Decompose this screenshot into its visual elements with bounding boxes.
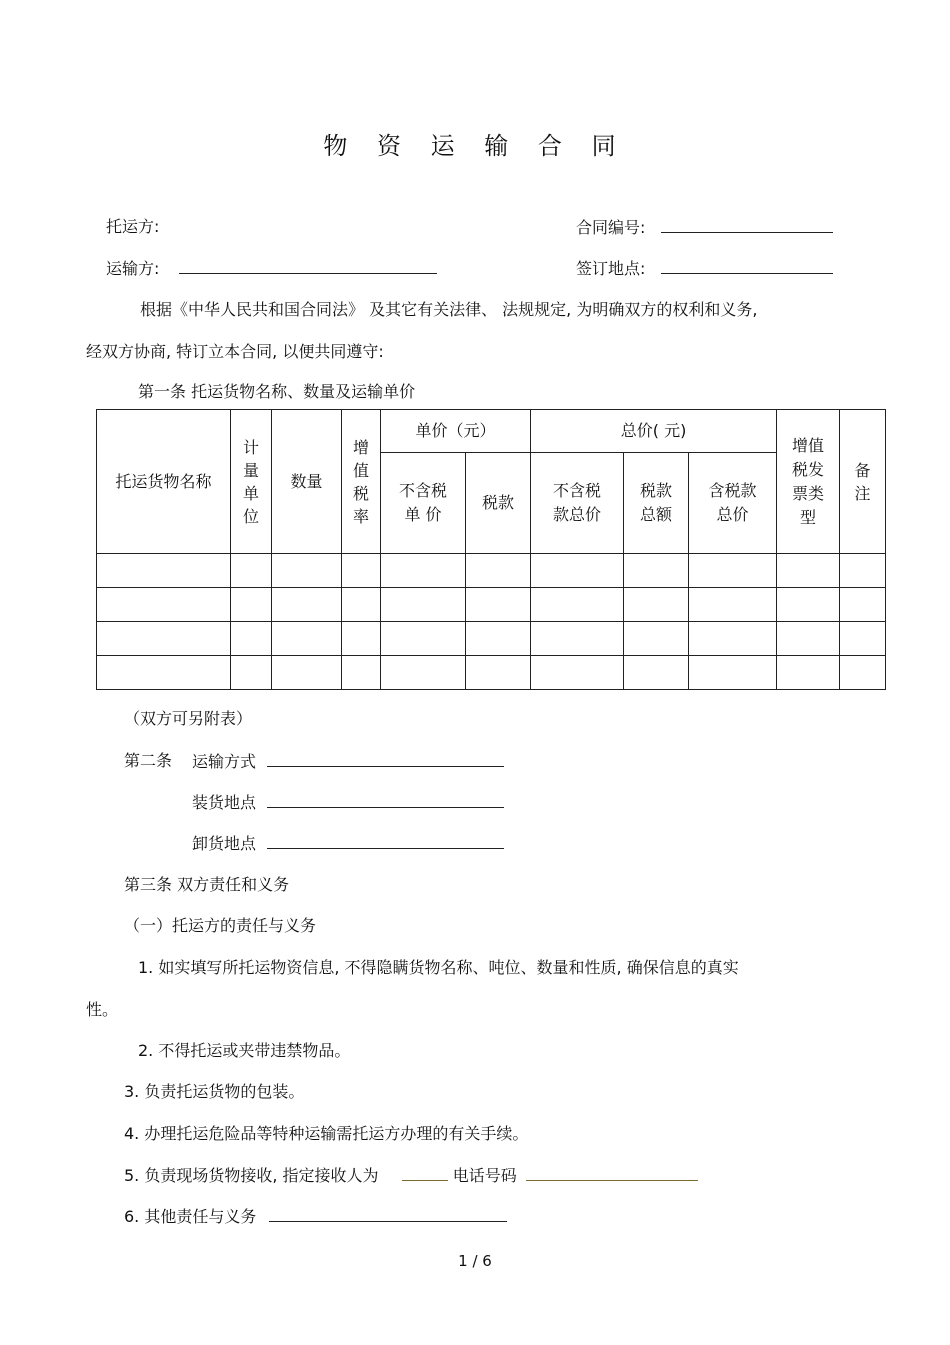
- unloading-place-label: 卸货地点: [192, 834, 257, 853]
- table-cell[interactable]: [381, 656, 466, 690]
- article3-heading: 第三条 双方责任和义务: [124, 875, 290, 894]
- th-goods-name: 托运货物名称: [97, 410, 231, 554]
- article1-heading: 第一条 托运货物名称、数量及运输单价: [138, 382, 416, 401]
- item6-row: [124, 1206, 507, 1227]
- item2: 2. 不得托运或夹带违禁物品。: [138, 1041, 351, 1060]
- th-unit-price-group: 单价（元）: [381, 410, 531, 453]
- page-indicator: 1 / 6: [458, 1252, 492, 1270]
- table-cell[interactable]: [272, 622, 342, 656]
- sign-place-label: 签订地点:: [576, 259, 646, 278]
- item4: 4. 办理托运危险品等特种运输需托运方办理的有关手续。: [124, 1124, 529, 1143]
- table-cell[interactable]: [342, 588, 381, 622]
- table-cell[interactable]: [231, 656, 272, 690]
- table-cell[interactable]: [840, 622, 886, 656]
- table-cell[interactable]: [97, 622, 231, 656]
- th-remarks: [840, 410, 886, 554]
- table-row: [97, 656, 886, 690]
- item5-row: [124, 1165, 698, 1186]
- table-cell[interactable]: [624, 656, 689, 690]
- table-cell[interactable]: [466, 554, 531, 588]
- table-cell[interactable]: [531, 588, 624, 622]
- item5-prefix: 5. 负责现场货物接收, 指定接收人为: [124, 1166, 379, 1185]
- table-cell[interactable]: [689, 656, 777, 690]
- table-cell[interactable]: [624, 622, 689, 656]
- table-note: （双方可另附表）: [124, 709, 253, 728]
- th-total-incl-tax: [689, 453, 777, 554]
- table-cell[interactable]: [689, 554, 777, 588]
- table-cell[interactable]: [531, 656, 624, 690]
- item1-line2: 性。: [86, 1000, 119, 1019]
- table-cell[interactable]: [97, 656, 231, 690]
- document-title: 物 资 运 输 合 同: [323, 132, 627, 160]
- loading-place-label: 装货地点: [192, 793, 257, 812]
- table-row: [97, 622, 886, 656]
- unloading-place-field[interactable]: [267, 833, 504, 849]
- sign-place-field[interactable]: [661, 258, 833, 274]
- table-cell[interactable]: [272, 588, 342, 622]
- th-price-excl-tax: [381, 453, 466, 554]
- table-cell[interactable]: [777, 622, 840, 656]
- table-cell[interactable]: [840, 656, 886, 690]
- table-cell[interactable]: [689, 588, 777, 622]
- table-row: [97, 554, 886, 588]
- th-vat-rate-text: 增值税率: [353, 437, 370, 526]
- table-cell[interactable]: [777, 656, 840, 690]
- table-cell[interactable]: [342, 656, 381, 690]
- other-duties-field[interactable]: [269, 1206, 507, 1222]
- intro-line-2: 经双方协商, 特订立本合同, 以便共同遵守:: [86, 342, 384, 361]
- table-cell[interactable]: [231, 588, 272, 622]
- th-total-incl-tax-text: 含税款总价: [708, 481, 757, 524]
- table-cell[interactable]: [531, 554, 624, 588]
- loading-place-field[interactable]: [267, 792, 504, 808]
- sign-place-row: [576, 258, 833, 279]
- th-price-excl-tax-text: 不含税单 价: [399, 481, 448, 524]
- table-cell[interactable]: [381, 554, 466, 588]
- table-cell[interactable]: [777, 588, 840, 622]
- carrier-row: [106, 258, 437, 279]
- table-cell[interactable]: [466, 656, 531, 690]
- table-cell[interactable]: [231, 622, 272, 656]
- carrier-field[interactable]: [179, 258, 437, 274]
- table-cell[interactable]: [624, 588, 689, 622]
- th-invoice-type-text: 增值税发票类型: [792, 435, 825, 527]
- item1-line1: 1. 如实填写所托运物资信息, 不得隐瞒货物名称、吨位、数量和性质, 确保信息的真实: [138, 958, 739, 977]
- receiver-name-field[interactable]: [402, 1165, 448, 1181]
- th-total-excl-tax: [531, 453, 624, 554]
- table-row: [97, 588, 886, 622]
- table-cell[interactable]: [381, 622, 466, 656]
- table-cell[interactable]: [381, 588, 466, 622]
- th-total-tax: [624, 453, 689, 554]
- contract-no-row: [576, 217, 833, 238]
- contract-no-label: 合同编号:: [576, 218, 646, 237]
- section1-heading: （一）托运方的责任与义务: [124, 916, 317, 935]
- table-cell[interactable]: [777, 554, 840, 588]
- th-unit: [231, 410, 272, 554]
- table-cell[interactable]: [342, 622, 381, 656]
- item6-label: 6. 其他责任与义务: [124, 1207, 257, 1226]
- th-total-price-group: 总价( 元): [531, 410, 777, 453]
- transport-mode-row: [192, 751, 504, 772]
- carrier-label: 运输方:: [106, 259, 160, 278]
- item3: 3. 负责托运货物的包装。: [124, 1082, 305, 1101]
- transport-mode-field[interactable]: [267, 751, 504, 767]
- table-cell[interactable]: [689, 622, 777, 656]
- th-quantity: 数量: [272, 410, 342, 554]
- table-cell[interactable]: [531, 622, 624, 656]
- item5-phone-label: 电话号码: [452, 1166, 517, 1185]
- table-cell[interactable]: [342, 554, 381, 588]
- th-invoice-type: [777, 410, 840, 554]
- receiver-phone-field[interactable]: [526, 1165, 698, 1181]
- intro-line-1: 根据《中华人民共和国合同法》 及其它有关法律、 法规规定, 为明确双方的权利和义务,: [140, 300, 758, 319]
- table-cell[interactable]: [840, 554, 886, 588]
- goods-table: [96, 409, 886, 690]
- th-vat-rate: [342, 410, 381, 554]
- table-cell[interactable]: [840, 588, 886, 622]
- table-cell[interactable]: [272, 554, 342, 588]
- shipper-label: 托运方:: [106, 217, 160, 236]
- loading-place-row: [192, 792, 504, 813]
- table-cell[interactable]: [97, 554, 231, 588]
- th-remarks-text: 备注: [854, 460, 871, 503]
- th-total-tax-text: 税款总额: [640, 481, 673, 524]
- table-cell[interactable]: [624, 554, 689, 588]
- th-total-excl-tax-text: 不含税款总价: [553, 481, 602, 524]
- unloading-place-row: [192, 833, 504, 854]
- table-cell[interactable]: [231, 554, 272, 588]
- table-cell[interactable]: [272, 656, 342, 690]
- table-cell[interactable]: [466, 588, 531, 622]
- table-header-row-1: [97, 410, 886, 453]
- th-unit-text: 计量单位: [243, 437, 260, 526]
- th-tax: 税款: [466, 453, 531, 554]
- transport-mode-label: 运输方式: [192, 752, 257, 771]
- table-cell[interactable]: [466, 622, 531, 656]
- article2-heading: 第二条: [124, 751, 173, 770]
- contract-no-field[interactable]: [661, 217, 833, 233]
- table-cell[interactable]: [97, 588, 231, 622]
